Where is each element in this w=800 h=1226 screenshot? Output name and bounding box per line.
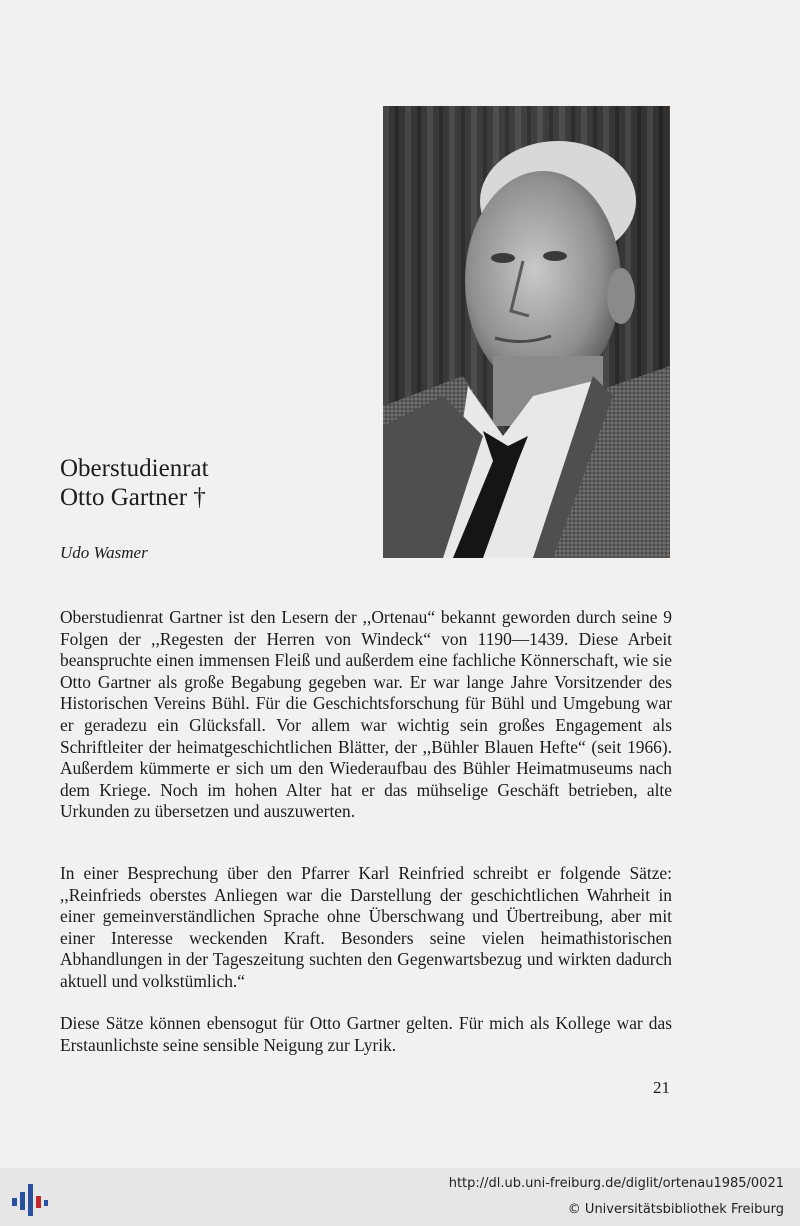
copyright-text: © Universitätsbibliothek Freiburg <box>567 1202 784 1217</box>
page-number: 21 <box>653 1078 670 1097</box>
portrait-photo <box>383 106 670 558</box>
title-line-2: Otto Gartner † <box>60 484 206 511</box>
library-footer <box>0 1168 800 1226</box>
paragraph-2: In einer Besprechung über den Pfarrer Karl Reinfried schreibt er folgende Sätze: ,,Reinfrieds oberstes Anliegen war die Darstellung der geschichtlichen Wahrheit in einer gemeinverständlichen Sprache ohne Überschwang und Übertreibung, aber mit einer Interesse weckenden Kraft. Besonders seine vielen heimathistorischen Abhandlungen in der Tageszeitung suchten den Gegenwartsbezug und wirkten dadurch aktuell und volkstümlich.“ <box>60 863 672 991</box>
permalink-url[interactable]: http://dl.ub.uni-freiburg.de/diglit/ortenau1985/0021 <box>448 1176 784 1191</box>
portrait-image <box>383 106 670 558</box>
paragraph-3: Diese Sätze können ebensogut für Otto Gartner gelten. Für mich als Kollege war das Erstaunlichste seine sensible Neigung zur Lyrik. <box>60 1013 672 1055</box>
title-line-1: Oberstudienrat <box>60 455 209 482</box>
article-title <box>60 454 360 512</box>
article-author: Udo Wasmer <box>60 543 148 562</box>
paragraph-1: Oberstudienrat Gartner ist den Lesern der ,,Ortenau“ bekannt geworden durch seine 9 Folgen der ,,Regesten der Herren von Windeck“ von 1190—1439. Diese Arbeit beanspruchte einen immensen Fleiß und außerdem eine fachliche Könnerschaft, wie sie Otto Gartner als große Begabung gegeben war. Er war lange Jahre Vorsitzender des Historischen Vereins Bühl. Für die Geschichtsforschung für Bühl und Umgebung war er geradezu ein Glücksfall. Vor allem war wichtig sein großes Engagement als Schriftleiter der heimatgeschichtlichen Blätter, der ,,Bühler Blauen Hefte“ (seit 1966). Außerdem kümmerte er sich um den Wiederaufbau des Bühler Heimatmuseums nach dem Kriege. Noch im hohen Alter hat er das mühselige Geschäft betrieben, alte Urkunden zu übersetzen und auszuwerten. <box>60 607 672 822</box>
library-logo-icon <box>10 1178 50 1218</box>
